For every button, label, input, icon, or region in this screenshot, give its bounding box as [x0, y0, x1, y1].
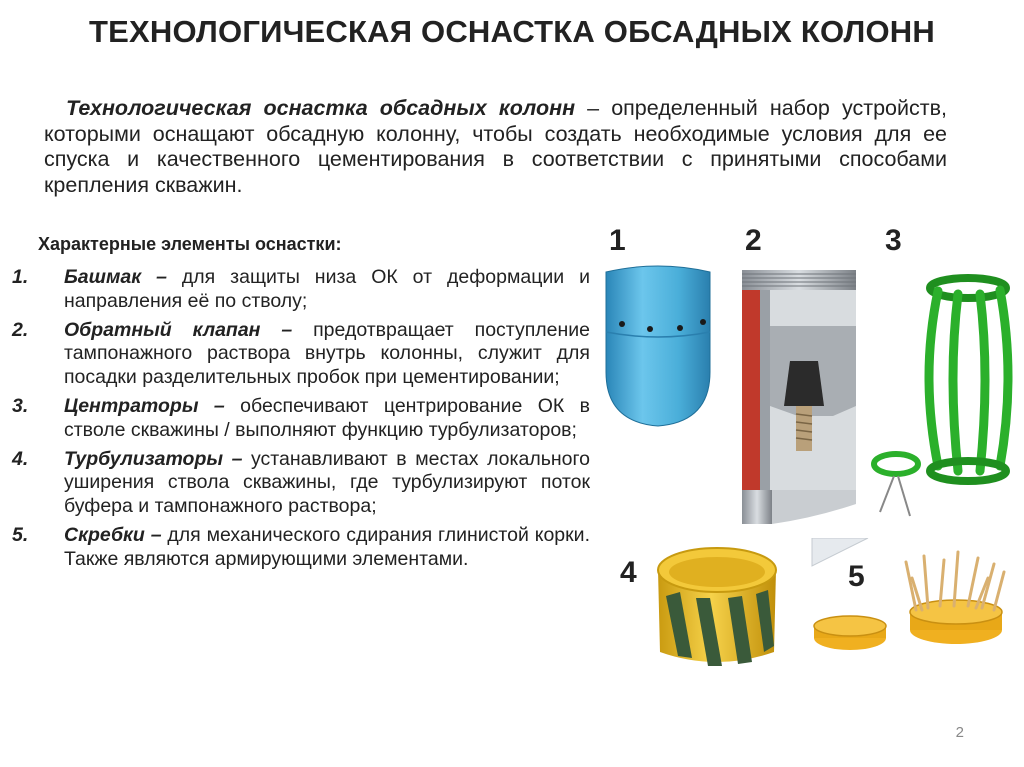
intro-term: Технологическая оснастка обсадных колонн	[66, 96, 576, 120]
item-text: для защиты низа ОК от деформации и направления её по стволу;	[64, 266, 590, 312]
list-item	[12, 266, 590, 314]
list-item	[12, 395, 590, 443]
picture-label-3: 3	[885, 224, 902, 257]
centralizer-image	[868, 266, 1018, 522]
item-term: Центраторы –	[64, 394, 225, 417]
item-text: устанавливают в местах локального уширения ствола скважины, где турбулизируют поток буфера и тампонажного раствора;	[64, 447, 590, 518]
item-text: предотвращает поступление тампонажного раствора внутрь колонны, служит для посадки разделительных пробок при цементировании;	[64, 318, 590, 389]
list-item	[12, 448, 590, 519]
item-number: 4.	[12, 447, 29, 470]
item-term: Скребки –	[64, 523, 162, 546]
item-text: для механического сдирания глинистой корки. Также являются армирующими элементами.	[64, 523, 590, 570]
item-number: 5.	[12, 523, 29, 546]
check-valve-image	[738, 266, 860, 528]
scrapers-image	[808, 538, 1008, 658]
picture-label-5: 5	[848, 560, 865, 593]
casing-shoe-image	[598, 262, 718, 432]
list-item	[12, 319, 590, 390]
item-term: Башмак –	[64, 266, 167, 288]
picture-label-1: 1	[609, 224, 626, 257]
item-number: 2.	[12, 318, 29, 341]
picture-label-4: 4	[620, 556, 637, 589]
elements-list	[12, 266, 590, 577]
item-text: обеспечивают центрирование ОК в стволе скважины / выполняют функцию турбулизаторов;	[64, 394, 590, 441]
turbulizer-image	[652, 540, 782, 672]
item-number: 3.	[12, 394, 29, 417]
page-number: 2	[955, 724, 964, 741]
intro-text: – определенный набор устройств, которыми оснащают обсадную колонну, чтобы создать необходимые условия для ее спуска и качественного цементирования в соответствии с принятыми способами крепления скважин.	[44, 96, 947, 197]
item-term: Турбулизаторы –	[64, 447, 243, 470]
elements-subtitle: Характерные элементы оснастки:	[38, 234, 342, 254]
intro-paragraph	[44, 96, 947, 198]
list-item	[12, 524, 590, 572]
item-number: 1.	[12, 266, 29, 288]
item-term: Обратный клапан –	[64, 318, 293, 341]
picture-label-2: 2	[745, 224, 762, 257]
slide-title: ТЕХНОЛОГИЧЕСКАЯ ОСНАСТКА ОБСАДНЫХ КОЛОНН	[89, 14, 935, 49]
